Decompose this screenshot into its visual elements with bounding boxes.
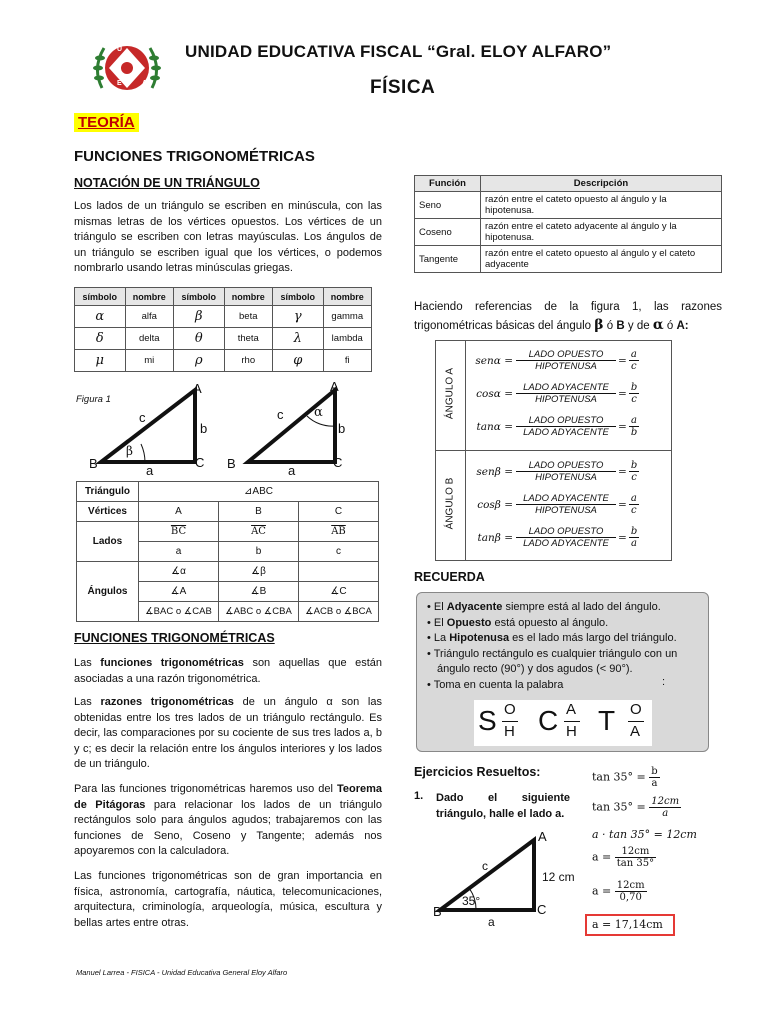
- fig2-side-b: b: [338, 421, 346, 436]
- fig1-vertex-B: B: [89, 456, 98, 471]
- function-table: [414, 175, 722, 273]
- logo-letter-1: U: [117, 46, 123, 53]
- recuerda-heading: RECUERDA: [414, 570, 485, 584]
- triangle-table: [76, 481, 379, 622]
- name-cell: alfa: [125, 306, 173, 328]
- function-name: Coseno: [415, 219, 481, 246]
- angle-cell: ∡ACB o ∡BCA: [299, 602, 379, 622]
- functions-p2: Las razones trigonométricas de un ángulo α son las obtenidas entre los tres lados de un triángulo rectángulo. Es decir, las comparaciones por su cociente de sus tres lados a, b y c; es decir la relación entre los ángulos interiores y los lados de un triángulo.: [74, 696, 382, 770]
- symbol-cell: ρ: [173, 350, 224, 372]
- logo-letter-4: A: [142, 80, 148, 87]
- name-cell: fi: [323, 350, 371, 372]
- side-cell: a: [139, 542, 219, 562]
- step-4: a = $\frac{12cm}{\tan 35^\circ}$: [592, 846, 655, 869]
- symbol-cell: μ: [75, 350, 126, 372]
- ratio-divider: [435, 450, 672, 451]
- vertex-cell: A: [139, 502, 219, 522]
- functions-p4: Las funciones trigonométricas son de gran importancia en física, astronomía, cartografía, náutica, telecomunicaciones, arquitectura, criminología, arqueología, música, escultura y bellas artes entre otras.: [74, 870, 382, 929]
- b-row: cosβ = $\frac{\text{LADO ADYACENTE}}{\text{HIPOTENUSA}}$ = $\frac{a}{c}$: [477, 493, 637, 516]
- answer-box: a = 17,14cm: [585, 914, 675, 936]
- ratio-rows-b: [470, 455, 670, 554]
- main-title: FUNCIONES TRIGONOMÉTRICAS: [74, 148, 315, 165]
- fig2-vertex-C: C: [333, 455, 343, 470]
- function-name: Seno: [415, 192, 481, 219]
- segment-cell: $\overline{AB}$: [299, 522, 379, 542]
- col-header: símbolo: [75, 288, 126, 306]
- angle-cell: ∡B: [219, 582, 299, 602]
- side-cell: b: [219, 542, 299, 562]
- section-tag: TEORÍA: [74, 113, 139, 132]
- recuerda-item: • Toma en cuenta la palabra: [427, 678, 564, 691]
- a-row: senα = $\frac{\text{LADO OPUESTO}}{\text{HIPOTENUSA}}$ = $\frac{a}{c}$: [475, 349, 637, 372]
- symbol-cell: λ: [272, 328, 323, 350]
- col-header: símbolo: [173, 288, 224, 306]
- ratios-intro: Haciendo referencias de la figura 1, las razones trigonométricas básicas del ángulo β ó B y de α ó A:: [414, 301, 722, 333]
- b-row: tanβ = $\frac{\text{LADO OPUESTO}}{\text{LADO ADYACENTE}}$ = $\frac{b}{a}$: [477, 526, 638, 549]
- ex-side-c: c: [482, 859, 488, 873]
- col-header: nombre: [224, 288, 272, 306]
- school-name: UNIDAD EDUCATIVA FISCAL “Gral. ELOY ALFARO”: [185, 42, 612, 61]
- row-label: Triángulo: [77, 482, 139, 502]
- angle-cell: ∡β: [219, 562, 299, 582]
- fig2-vertex-B: B: [227, 456, 236, 471]
- vertex-cell: B: [219, 502, 299, 522]
- cah-H: H: [566, 723, 577, 740]
- col-header: nombre: [125, 288, 173, 306]
- fig1-vertex-A: A: [193, 381, 202, 396]
- ex-side-a: a: [488, 915, 495, 929]
- name-cell: gamma: [323, 306, 371, 328]
- function-name: Tangente: [415, 246, 481, 273]
- row-label: Vértices: [77, 502, 139, 522]
- notation-heading: NOTACIÓN DE UN TRIÁNGULO: [74, 176, 260, 190]
- function-desc: razón entre el cateto opuesto al ángulo y la hipotenusa.: [481, 192, 722, 219]
- segment-cell: $\overline{AC}$: [219, 522, 299, 542]
- recuerda-item: • El Opuesto está opuesto al ángulo.: [427, 616, 609, 629]
- fig1-side-a: a: [146, 463, 154, 478]
- fig1-angle-beta: β: [126, 444, 133, 458]
- ex-vertex-A: A: [538, 829, 547, 844]
- recuerda-colon: :: [662, 676, 666, 688]
- b-row: senβ = $\frac{\text{LADO OPUESTO}}{\text{HIPOTENUSA}}$ = $\frac{b}{c}$: [476, 460, 638, 483]
- symbol-cell: φ: [272, 350, 323, 372]
- symbol-cell: γ: [272, 306, 323, 328]
- functions-p1: Las funciones trigonométricas son aquellas que están asociadas a una razón trigonométrica.: [74, 657, 383, 685]
- a-row: tanα = $\frac{\text{LADO OPUESTO}}{\text{LADO ADYACENTE}}$ = $\frac{a}{b}$: [476, 415, 638, 438]
- recuerda-item: • Triángulo rectángulo es cualquier triángulo con un ángulo recto (90°) y dos agudos (< 90°).: [427, 647, 678, 675]
- ex-vertex-C: C: [537, 902, 547, 917]
- name-cell: lambda: [323, 328, 371, 350]
- recuerda-item: • El Adyacente siempre está al lado del ángulo.: [427, 601, 661, 613]
- functions-heading: FUNCIONES TRIGONOMÉTRICAS: [74, 631, 275, 645]
- symbol-cell: β: [173, 306, 224, 328]
- name-cell: theta: [224, 328, 272, 350]
- exercise-text: Dado el siguiente triángulo, halle el lado a.: [436, 792, 570, 820]
- fig2-side-c: c: [277, 407, 284, 422]
- name-cell: mi: [125, 350, 173, 372]
- angle-a-label: ÁNGULO A: [444, 367, 456, 420]
- angle-cell: ∡C: [299, 582, 379, 602]
- angle-cell: ∡α: [139, 562, 219, 582]
- angle-cell: ∡ABC o ∡CBA: [219, 602, 299, 622]
- fig2-side-a: a: [288, 463, 296, 478]
- toa-O: O: [630, 701, 642, 718]
- toa-T: T: [598, 705, 616, 736]
- footer: Manuel Larrea - FISICA - Unidad Educativa General Eloy Alfaro: [76, 968, 288, 977]
- school-logo: [92, 38, 162, 100]
- step-1: tan 35° = $\frac{b}{a}$: [592, 766, 658, 789]
- name-cell: rho: [224, 350, 272, 372]
- col-header: Función: [415, 176, 481, 192]
- vertex-cell: C: [299, 502, 379, 522]
- logo-letter-3: E: [117, 80, 122, 87]
- symbol-cell: α: [75, 306, 126, 328]
- fig2-angle-alpha: α: [314, 405, 323, 420]
- name-cell: beta: [224, 306, 272, 328]
- logo-letter-2: E: [142, 46, 147, 53]
- col-header: Descripción: [481, 176, 722, 192]
- ex-side-length: 12 cm: [542, 870, 575, 884]
- a-row: cosα = $\frac{\text{LADO ADYACENTE}}{\text{HIPOTENUSA}}$ = $\frac{b}{c}$: [476, 382, 638, 405]
- symbol-cell: θ: [173, 328, 224, 350]
- function-desc: razón entre el cateto adyacente al ángulo y la hipotenusa.: [481, 219, 722, 246]
- step-3: a · tan 35° = 12cm: [592, 828, 697, 841]
- functions-p3: Para las funciones trigonométricas haremos uso del Teorema de Pitágoras para relacionar los lados de un triángulo rectángulos solo para ángulos agudos; trabajaremos con las funciones de Seno, Coseno y Tangente; además nos apoyaremos con la calculadora.: [74, 783, 382, 857]
- exercises-heading: Ejercicios Resueltos:: [414, 765, 541, 779]
- figure-caption: Figura 1: [76, 394, 111, 405]
- col-header: nombre: [323, 288, 371, 306]
- ratio-label-divider: [465, 340, 466, 561]
- fig1-side-b: b: [200, 421, 208, 436]
- soh-O: O: [504, 701, 516, 718]
- symbol-table: [74, 287, 372, 372]
- recuerda-item: • La Hipotenusa es el lado más largo del triángulo.: [427, 632, 677, 644]
- soh-cah-toa-word: [474, 700, 652, 746]
- soh-H: H: [504, 723, 515, 740]
- name-cell: delta: [125, 328, 173, 350]
- notation-paragraph: Los lados de un triángulo se escriben en minúscula, con las mismas letras de los vértices opuestos. Los vértices de un triángulo se escriben con letras mayúsculas. Los ángulos de un triángulo se escriben igual que los vértices, o podemos nombrarlo usando letras minúsculas griegas.: [74, 200, 382, 274]
- toa-A: A: [630, 723, 641, 740]
- segment-cell: $\overline{BC}$: [139, 522, 219, 542]
- angle-b-label: ÁNGULO B: [444, 477, 456, 530]
- fig1-vertex-C: C: [195, 455, 205, 470]
- exercise-number: 1.: [414, 790, 424, 802]
- step-5: a = $\frac{12cm}{0,70}$: [592, 880, 645, 903]
- ex-vertex-B: B: [433, 904, 442, 919]
- col-header: símbolo: [272, 288, 323, 306]
- subject-title: FÍSICA: [370, 77, 436, 98]
- side-cell: c: [299, 542, 379, 562]
- angle-cell: ∡BAC o ∡CAB: [139, 602, 219, 622]
- angle-cell: [299, 562, 379, 582]
- cah-C: C: [538, 705, 559, 736]
- ex-angle: 35°: [462, 894, 481, 908]
- row-label: Lados: [77, 522, 139, 562]
- fig2-vertex-A: A: [330, 379, 339, 394]
- fig1-side-c: c: [139, 410, 146, 425]
- cah-A: A: [566, 701, 577, 718]
- symbol-cell: δ: [75, 328, 126, 350]
- step-2: tan 35° = $\frac{12cm}{a}$: [592, 796, 680, 819]
- triangle-name: ⊿ABC: [139, 482, 379, 502]
- ratio-rows-a: [470, 344, 670, 443]
- angle-cell: ∡A: [139, 582, 219, 602]
- exercise-triangle: [430, 830, 550, 920]
- row-label: Ángulos: [77, 562, 139, 622]
- function-desc: razón entre el cateto opuesto al ángulo y el cateto adyacente: [481, 246, 722, 273]
- soh-S: S: [478, 705, 497, 736]
